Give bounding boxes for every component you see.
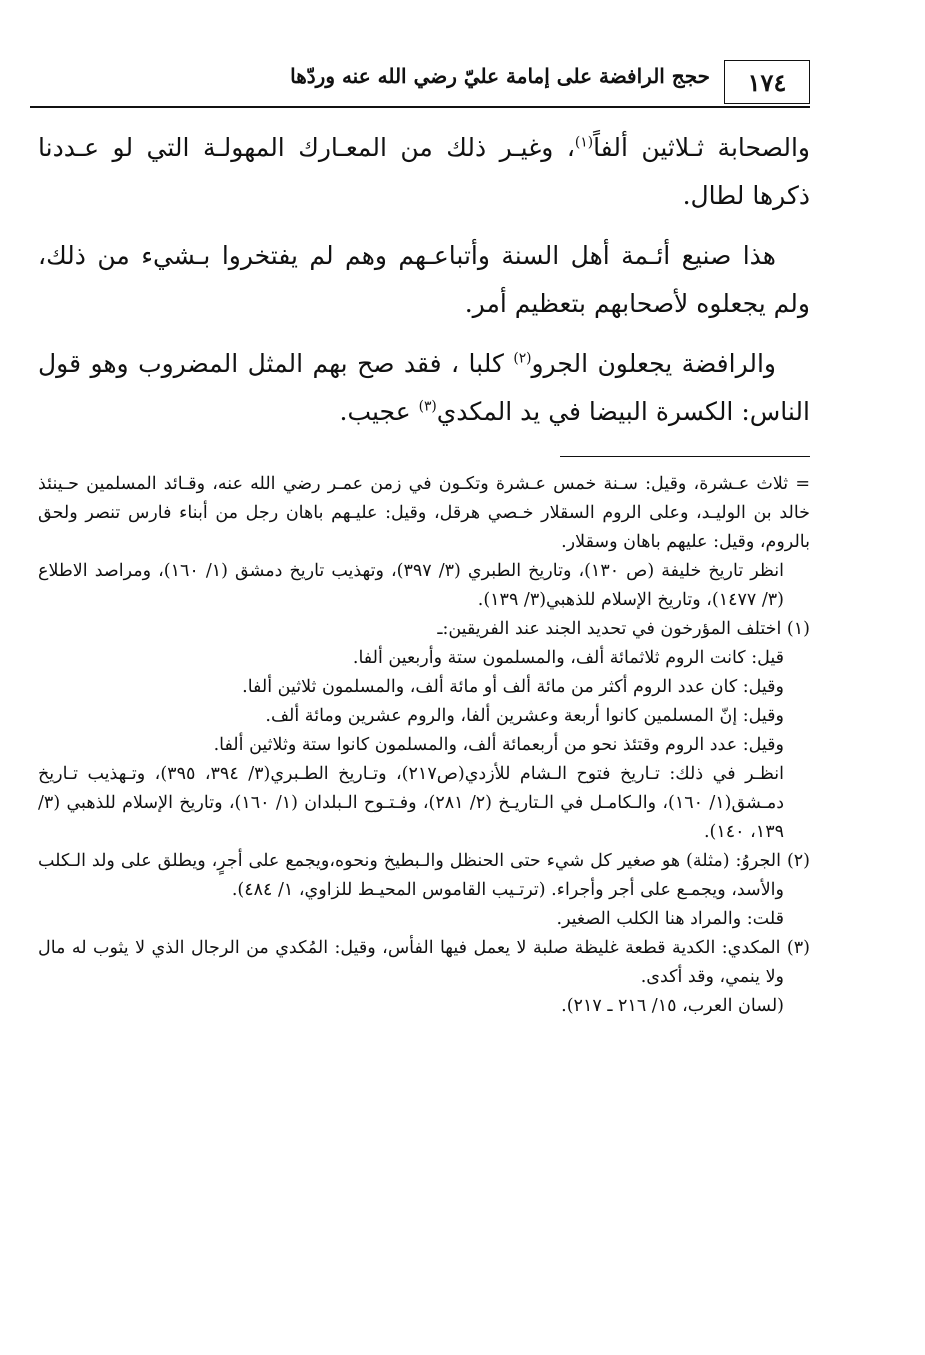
footnote-references: انظر تاريخ خليفة (ص ١٣٠)، وتاريخ الطبري (٣/ ٣٩٧)، وتهذيب تاريخ دمشق (١/ ١٦٠)، ومراصد الاطلاع (٣/ ١٤٧٧)، وتاريخ الإسلام للذهبي(٣/ ١٣٩).: [38, 561, 784, 610]
footnote-1-opinion-4: وقيل: عدد الروم وقتئذ نحو من أربعمائة ألف، والمسلمون كانوا ستة وثلاثين ألفا.: [213, 735, 784, 755]
footnote-1-opinion-2: وقيل: كان عدد الروم أكثر من مائة ألف أو مائة ألف، والمسلمون ثلاثين ألفا.: [242, 677, 784, 697]
footnote-2-note: قلت: والمراد هنا الكلب الصغير.: [556, 909, 784, 929]
footnotes: [38, 470, 810, 1021]
paragraph-1: [38, 124, 810, 220]
text-span: ، وغيـر ذلك من المعـارك المهولـة التي لو عـددنا ذكرها لطال.: [38, 133, 810, 210]
footnote-1-head: (١) اختلف المؤرخون في تحديد الجند عند الفريقين:ـ: [437, 619, 810, 639]
footnote-divider: [560, 456, 810, 457]
page-header: [30, 60, 810, 106]
text-span: والصحابة ثـلاثين ألفاً: [593, 133, 810, 162]
text-span: عجيب.: [339, 397, 419, 426]
footnote-3: (٣) المكدي: الكدية قطعة غليظة صلبة لا يعمل فيها الفأس، وقيل: المُكدي من الرجال الذي لا يثوب له مال ولا ينمي، وقد أكدى.: [38, 938, 810, 987]
page-number: ١٧٤: [724, 60, 810, 104]
footnote-2: (٢) الجروُ: (مثلة) هو صغير كل شيء حتى الحنظل والـبطيخ ونحوه،ويجمع على أجرٍ، ويطلق على ولد الـكلب والأسد، ويجمـع على أجر وأجراء. (ترتـيب القاموس المحيـط للزاوي، ١/ ٤٨٤).: [38, 851, 810, 900]
paragraph-2: هذا صنيع أئـمة أهل السنة وأتباعـهم وهم لم يفتخروا بـشيء من ذلك، ولم يجعلوه لأصحابهم بتعظيم أمر.: [38, 241, 810, 318]
text-span: والرافضة يجعلون الجرو: [531, 349, 777, 378]
footnote-ref-3[interactable]: (٣): [418, 398, 437, 415]
main-text: [38, 124, 810, 448]
paragraph-3: [38, 340, 810, 436]
footnote-3-reference: (لسان العرب، ١٥/ ٢١٦ ـ ٢١٧).: [561, 996, 784, 1016]
footnote-continuation: = ثلاث عـشرة، وقيل: سـنة خمس عـشرة وتكـون في زمن عمـر رضي الله عنه، وقـائد المسلمين حـينئذ خالد بن الوليـد، وعلى الروم السقلار خـصي هرقل، وقيل: عليـهم باهان رجل من أبناء فارس تنصر ولحق بالروم، وقيل: عليهم باهان وسقلار.: [38, 474, 810, 552]
footnote-1-opinion-3: وقيل: إنّ المسلمين كانوا أربعة وعشرين ألفا، والروم عشرين ومائة ألف.: [265, 706, 784, 726]
header-divider: [30, 106, 810, 108]
running-title: حجج الرافضة على إمامة عليّ رضي الله عنه وردّها: [290, 64, 710, 88]
footnote-1-opinion-1: قيل: كانت الروم ثلاثمائة ألف، والمسلمون ستة وأربعين ألفا.: [352, 648, 784, 668]
text-span: كلبا ، فقد صح بهم المثل المضروب وهو قول الناس: الكسرة البيضا في يد المكدي: [38, 349, 810, 426]
footnote-ref-1[interactable]: (١): [574, 134, 594, 151]
footnote-1-references: انظـر في ذلك: تـاريخ فتوح الـشام للأزدي(ص٢١٧)، وتـاريخ الطـبري(٣/ ٣٩٤، ٣٩٥)، وتـهذيب تـاريخ دمـشق(١/ ١٦٠)، والـكامـل في الـتاريـخ (٢/ ٢٨١)، وفـتـوح الـبلدان (١/ ١٦٠)، وتاريخ الإسلام للذهبي (٣/ ١٣٩، ١٤٠).: [38, 764, 784, 842]
footnote-ref-2[interactable]: (٢): [513, 350, 532, 367]
